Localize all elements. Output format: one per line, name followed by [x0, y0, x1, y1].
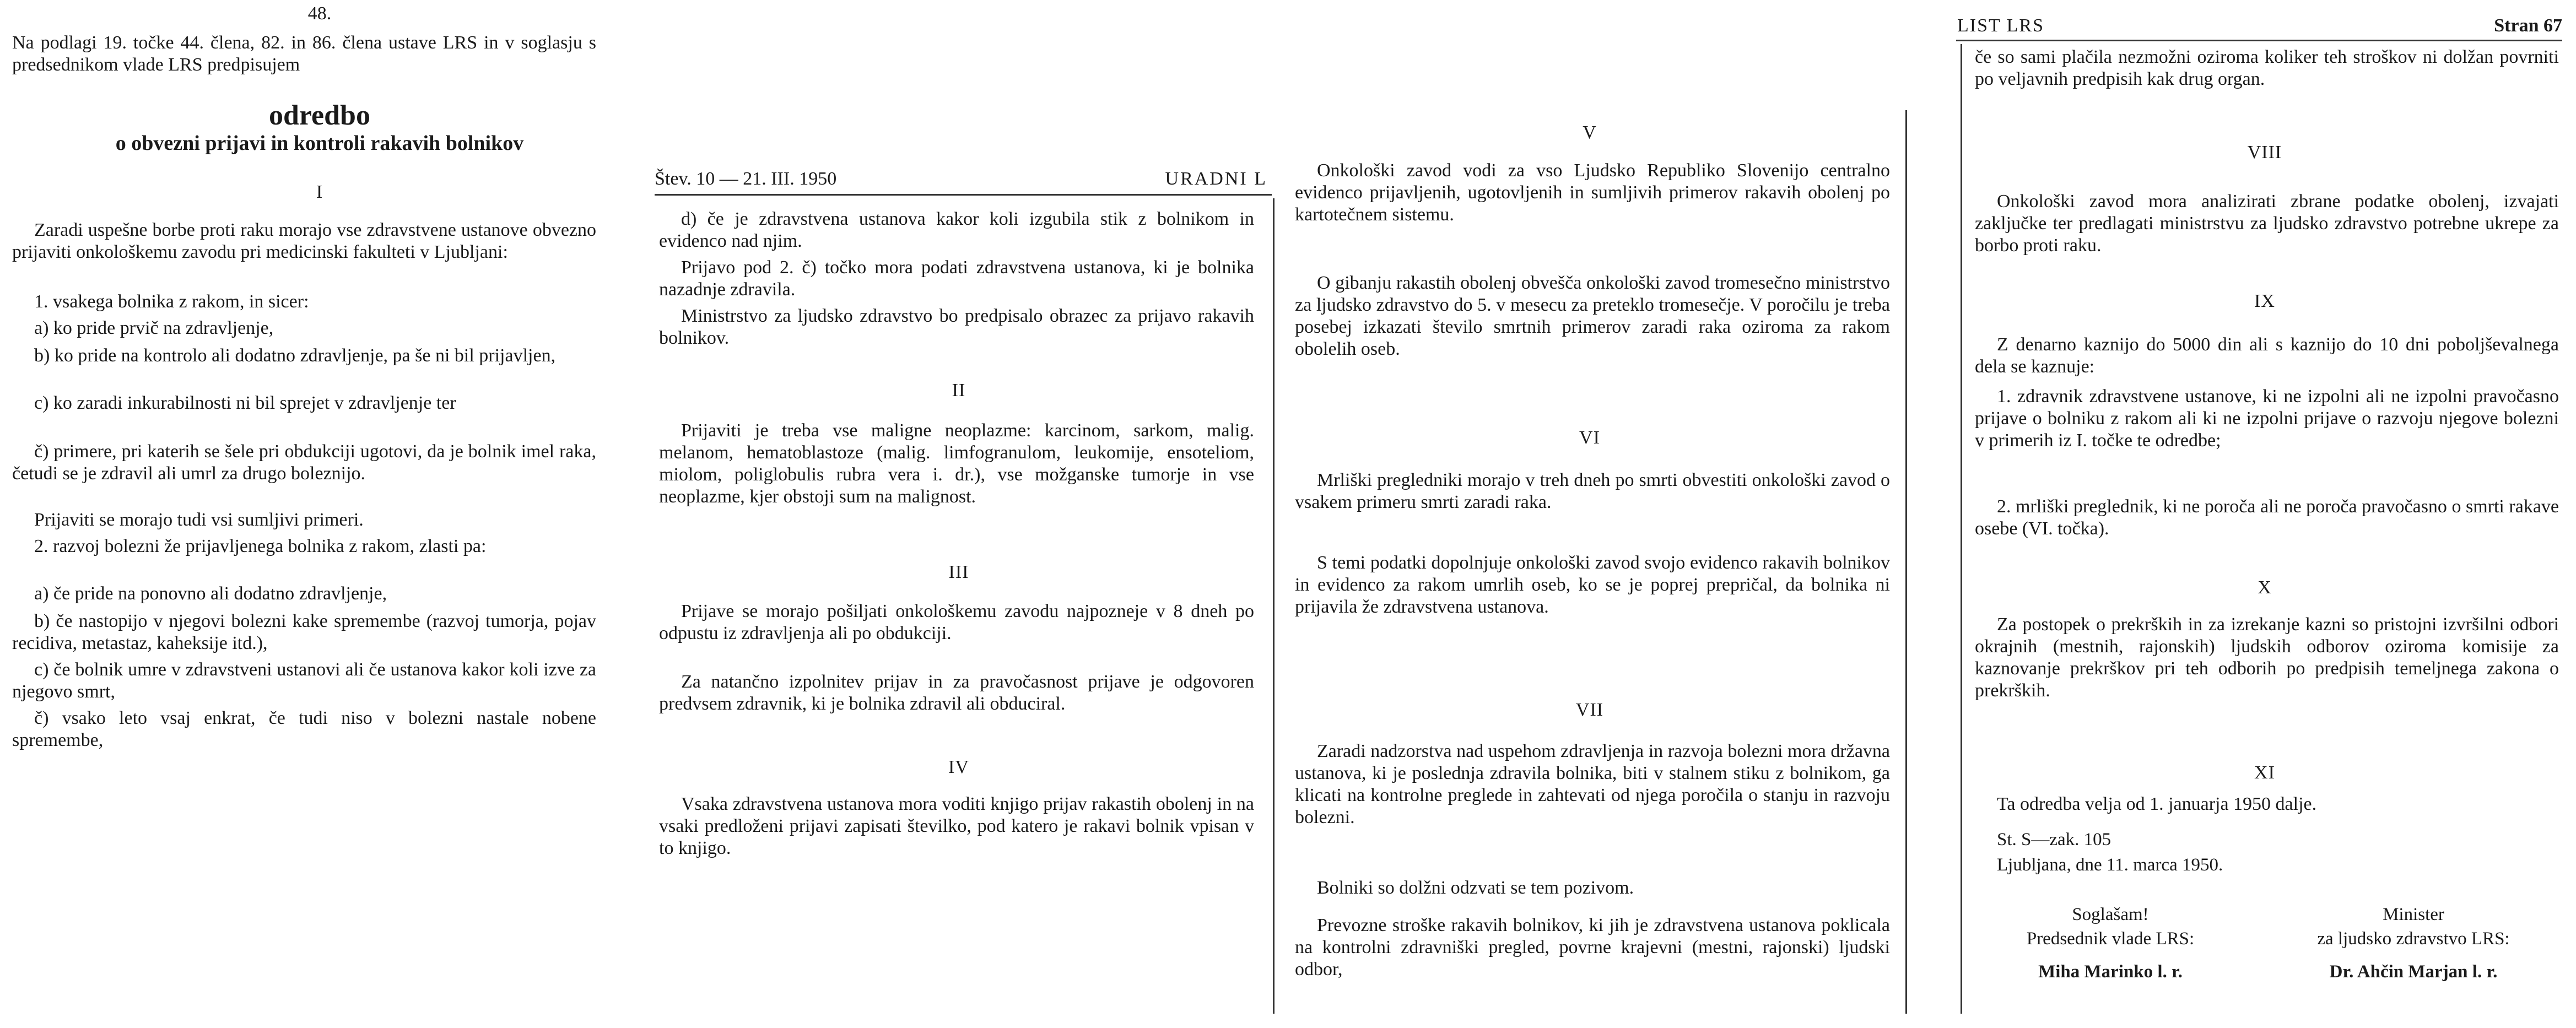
paragraph: Ta odredba velja od 1. januarja 1950 dalje. — [1997, 794, 2317, 814]
column-divider — [1905, 110, 1907, 1014]
signature-right-name: Dr. Ahčin Marjan l. r. — [2329, 962, 2498, 982]
paragraph: 2. mrliški preglednik, ki ne poroča ali ne poroča pravočasno o smrti rakave osebe (VI. točka). — [1975, 496, 2559, 539]
gazette-column-2 — [639, 0, 1278, 1028]
column-divider — [1961, 44, 1962, 1014]
header-publication: URADNI L — [1165, 169, 1267, 189]
page-48-column — [0, 0, 639, 1028]
signature-left-name: Miha Marinko l. r. — [2038, 962, 2183, 982]
gazette-column-3 — [1278, 0, 1918, 1028]
header-rule — [1956, 40, 2562, 41]
column-divider — [1273, 198, 1275, 1014]
paragraph: O gibanju rakastih obolenj obvešča onkološki zavod tromesečno ministrstvo za ljudsko zdravstvo do 5. v mesecu za preteklo tromesečje. V poročilu je treba posebej izkazati število smrtnih primerov zaradi raka oziroma za rakom obolelih oseb. — [1295, 273, 1890, 359]
section-heading-VII: VII — [1575, 700, 1604, 720]
paragraph: Ministrstvo za ljudsko zdravstvo bo predpisalo obrazec za prijavo rakavih bolnikov. — [659, 306, 1254, 348]
paragraph: b) če nastopijo v njegovi bolezni kake spremembe (razvoj tumorja, pojav recidiva, metastaz, kaheksije itd.), — [12, 611, 596, 653]
header-rule — [655, 194, 1272, 196]
signature-right-label: Minister — [2383, 905, 2444, 924]
paragraph: č) vsako leto vsaj enkrat, če tudi niso v bolezni nastale nobene spremembe, — [12, 708, 596, 750]
paragraph: Prijaviti je treba vse maligne neoplazme: karcinom, sarkom, malig. melanom, hematoblastoze (malig. limfogranulom, leukomije, ensoteliom, miolom, poliglobulis rubra vera i. dr.), vse možganske tumorje in vse neoplazme, kjer obstoji sum na malignost. — [659, 420, 1254, 507]
header-publication: LIST LRS — [1957, 15, 2045, 36]
section-heading-IX: IX — [2254, 291, 2275, 311]
paragraph: Zaradi nadzorstva nad uspehom zdravljenja in razvoja bolezni mora državna ustanova, ki je poslednja zdravila bolnika, biti v stalnem stiku z bolnikom, ga klicati na kontrolne preglede in zahtevati od njega poročila o stanju in razvoju bolezni. — [1295, 741, 1890, 827]
paragraph: Bolniki so dolžni odzvati se tem pozivom. — [1317, 878, 1634, 898]
place-date: Ljubljana, dne 11. marca 1950. — [1997, 855, 2223, 875]
paragraph: Prijavo pod 2. č) točko mora podati zdravstvena ustanova, ki je bolnika nazadnje zdravila. — [659, 257, 1254, 300]
paragraph: Za postopek o prekrških in za izrekanje kazni so pristojni izvršilni odbori okrajnih (mestnih, rajonskih) ljudskih odborov oziroma komisije za kaznovanje prekrškov pri teh odborih po predpisih temeljnega zakona o prekrških. — [1975, 614, 2559, 701]
paragraph: Z denarno kaznijo do 5000 din ali s kaznijo do 10 dni poboljševalnega dela se kaznuje: — [1975, 334, 2559, 377]
section-heading-XI: XI — [2254, 762, 2275, 783]
paragraph: 1. vsakega bolnika z rakom, in sicer: — [34, 291, 309, 312]
section-heading-IV: IV — [948, 757, 969, 777]
paragraph: 1. zdravnik zdravstvene ustanove, ki ne izpolni ali ne izpolni pravočasno prijave o bolniku z rakom ali ki ne izpolni prijave o razvoju njegove bolezni v primerih iz I. točke te odredbe; — [1975, 386, 2559, 451]
section-heading-V: V — [1583, 122, 1597, 143]
paragraph: Prevozne stroške rakavih bolnikov, ki jih je zdravstvena ustanova poklicala na kontrolni zdravniški pregled, povrne krajevni (mestni, rajonski) ljudski odbor, — [1295, 915, 1890, 980]
page-67-column — [1918, 0, 2576, 1028]
decree-title: odredbo — [269, 100, 370, 131]
paragraph: Zaradi uspešne borbe proti raku morajo vse zdravstvene ustanove obvezno prijaviti onkološkemu zavodu pri medicinski fakulteti v Ljubljani: — [12, 220, 596, 262]
paragraph: S temi podatki dopolnjuje onkološki zavod svojo evidenco rakavih bolnikov in evidenco za rakom umrlih oseb, ko se je poprej prepričal, da bolnika ni prijavila že zdravstvena ustanova. — [1295, 553, 1890, 617]
paragraph: Prijave se morajo pošiljati onkološkemu zavodu najpozneje v 8 dneh po odpustu iz zdravljenja ali po obdukciji. — [659, 601, 1254, 643]
page-number: 48. — [307, 3, 332, 24]
header-issue-date: Štev. 10 — 21. III. 1950 — [655, 169, 837, 189]
paragraph: 2. razvoj bolezni že prijavljenega bolnika z rakom, zlasti pa: — [34, 536, 487, 556]
section-heading-VIII: VIII — [2247, 142, 2282, 163]
paragraph: a) ko pride prvič na zdravljenje, — [34, 318, 274, 338]
paragraph: Onkološki zavod mora analizirati zbrane podatke obolenj, izvajati zaključke ter predlagati ministrstvu za ljudsko zdravstvo potrebne ukrepe za borbo proti raku. — [1975, 191, 2559, 256]
header-page-number: Stran 67 — [2494, 15, 2562, 36]
paragraph: Prijaviti se morajo tudi vsi sumljivi primeri. — [34, 510, 364, 530]
paragraph: b) ko pride na kontrolo ali dodatno zdravljenje, pa še ni bil prijavljen, — [34, 345, 556, 366]
paragraph: Mrliški preglednikі morajo v treh dneh po smrti obvestiti onkološki zavod o vsakem primeru smrti zaradi raka. — [1295, 470, 1890, 512]
signature-left-title: Predsednik vlade LRS: — [2026, 929, 2195, 949]
paragraph: Vsaka zdravstvena ustanova mora voditi knjigo prijav rakastih obolenj in na vsaki predloženi prijavi zapisati številko, pod katero je rakavi bolnik vpisan v to knjigo. — [659, 794, 1254, 858]
paragraph: c) ko zaradi inkurabilnosti ni bil sprejet v zdravljenje ter — [34, 393, 456, 413]
decree-subtitle: o obvezni prijavi in kontroli rakavih bolnikov — [115, 132, 524, 155]
paragraph: č) primere, pri katerih se šele pri obdukciji ugotovi, da je bolnik imel raka, četudi se je zdravil ali umrl za drugo boleznijo. — [12, 441, 596, 484]
paragraph: a) če pride na ponovno ali dodatno zdravljenje, — [34, 583, 387, 604]
section-heading-III: III — [948, 562, 969, 582]
intro-paragraph: Na podlagi 19. točke 44. člena, 82. in 86. člena ustave LRS in v soglasju s predsednikom vlade LRS predpisujem — [12, 33, 596, 75]
reference-number: St. S—zak. 105 — [1997, 830, 2111, 850]
section-heading-X: X — [2258, 577, 2272, 598]
section-heading-II: II — [952, 380, 966, 401]
signature-right-title: za ljudsko zdravstvo LRS: — [2317, 929, 2510, 949]
section-heading-I: I — [316, 182, 323, 202]
paragraph: Za natančno izpolnitev prijav in za pravočasnost prijave je odgovoren predvsem zdravnik, ki je bolnika zdravil ali obduciral. — [659, 672, 1254, 714]
paragraph: Onkološki zavod vodi za vso Ljudsko Republiko Slovenijo centralno evidenco prijavljenih, ugotovljenih in sumljivih primerov rakavih obolenj po kartotečnem sistemu. — [1295, 160, 1890, 225]
signature-left-label: Soglašam! — [2072, 905, 2149, 924]
section-heading-VI: VI — [1579, 428, 1600, 448]
paragraph: d) če je zdravstvena ustanova kakor koli izgubila stik z bolnikom in evidenco nad njim. — [659, 209, 1254, 251]
paragraph: c) če bolnik umre v zdravstveni ustanovi ali če ustanova kakor koli izve za njegovo smrt, — [12, 659, 596, 702]
paragraph: če so sami plačila nezmožni oziroma koliker teh stroškov ni dolžan povrniti po veljavnih predpisih kak drug organ. — [1975, 47, 2559, 89]
